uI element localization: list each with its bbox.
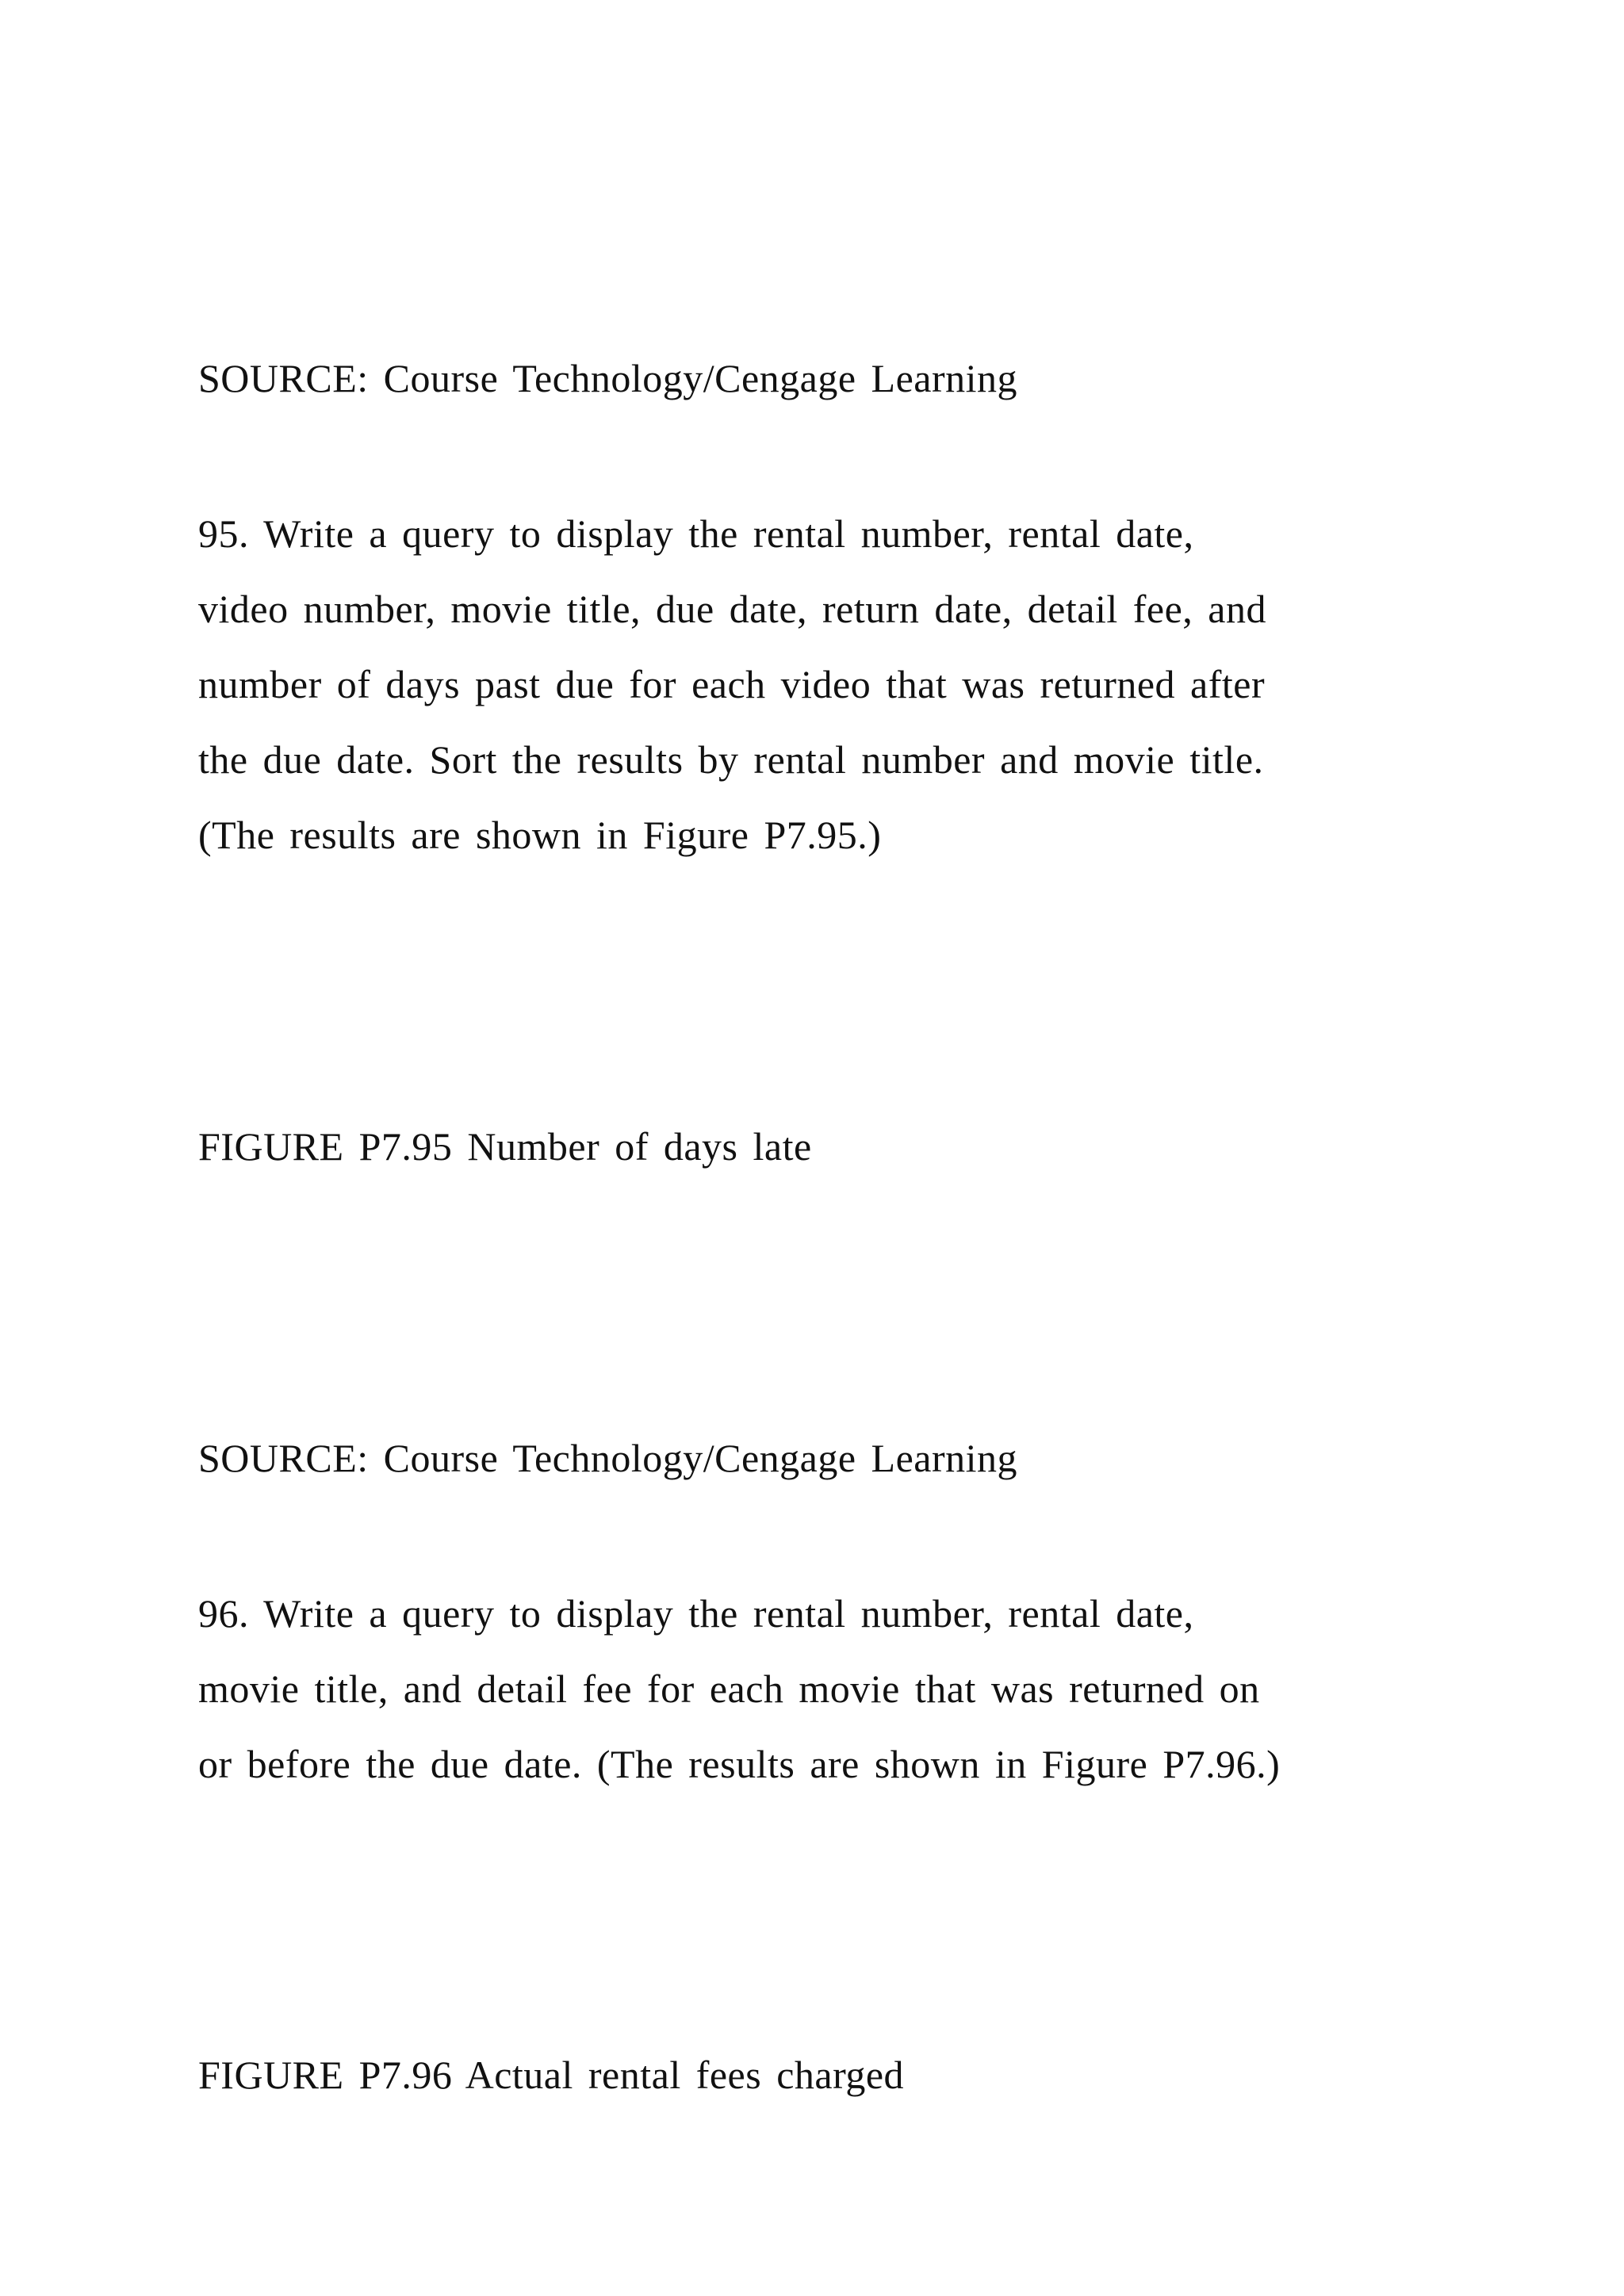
question-95 <box>198 496 1435 873</box>
question-96 <box>198 1576 1435 1802</box>
question-95-line: (The results are shown in Figure P7.95.) <box>198 813 882 857</box>
question-95-line: the due date. Sort the results by rental number and movie title. <box>198 737 1264 782</box>
figure-caption-p7-95: FIGURE P7.95 Number of days late <box>198 1124 812 1169</box>
figure-caption-p7-96: FIGURE P7.96 Actual rental fees charged <box>198 2053 905 2097</box>
question-95-line: number of days past due for each video that was returned after <box>198 662 1266 706</box>
question-96-line: or before the due date. (The results are shown in Figure P7.96.) <box>198 1742 1281 1786</box>
question-95-line: 95. Write a query to display the rental number, rental date, <box>198 511 1194 556</box>
question-95-line: video number, movie title, due date, return date, detail fee, and <box>198 587 1266 631</box>
source-credit-2: SOURCE: Course Technology/Cengage Learning <box>198 1436 1018 1480</box>
source-credit-1: SOURCE: Course Technology/Cengage Learning <box>198 356 1018 400</box>
question-96-line: movie title, and detail fee for each movie that was returned on <box>198 1667 1260 1711</box>
question-96-line: 96. Write a query to display the rental number, rental date, <box>198 1591 1194 1636</box>
